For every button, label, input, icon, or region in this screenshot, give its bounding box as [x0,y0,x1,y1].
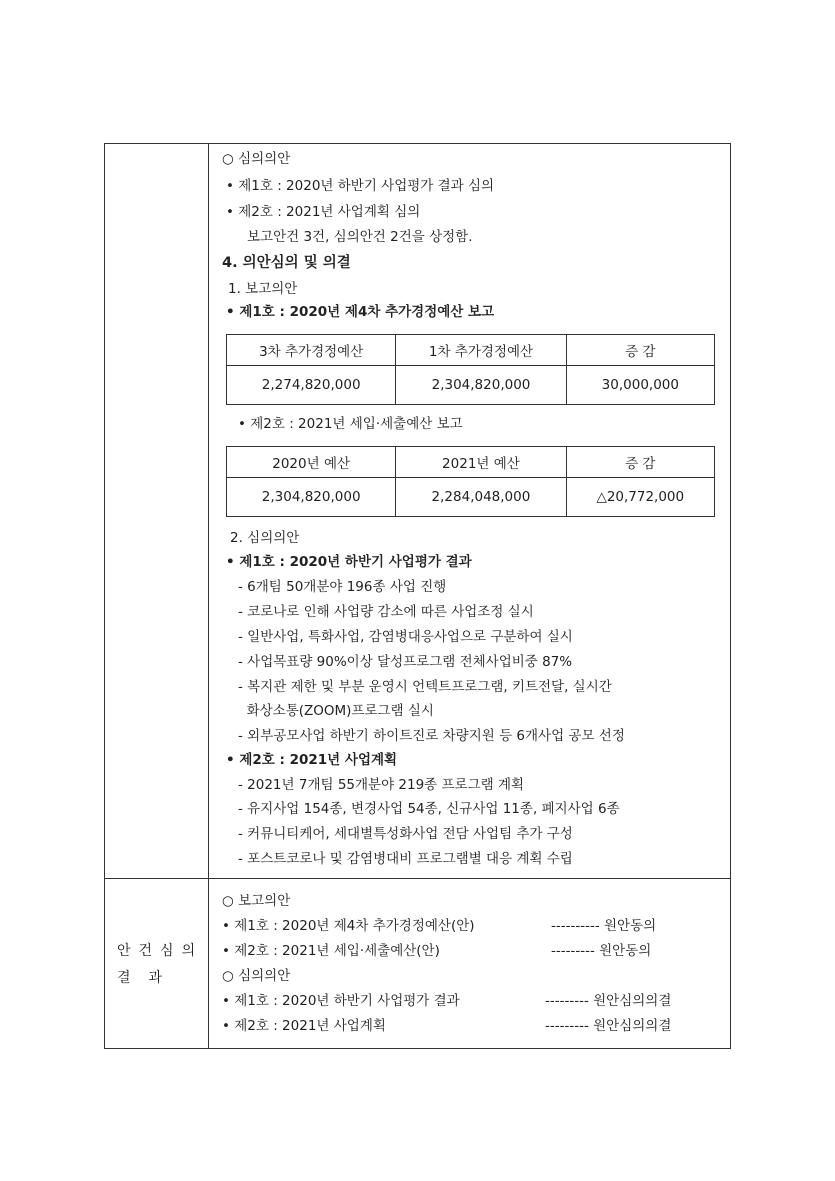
result-item: • 제1호 : 2020년 제4차 추가경정예산(안) [222,918,475,934]
result-label: 결 과 [117,970,162,986]
result-item: • 제2호 : 2021년 세입·세출예산(안) [222,943,440,959]
section-heading: 4. 의안심의 및 의결 [222,255,351,271]
list-item: - 커뮤니티케어, 세대별특성화사업 전담 사업팀 추가 구성 [238,826,573,842]
table-header: 2020년 예산 [227,447,396,478]
report1-title: • 제1호 : 2020년 제4차 추가경정예산 보고 [226,304,495,320]
table-cell: △20,772,000 [566,478,714,517]
table-header: 1차 추가경정예산 [396,335,566,366]
deliberation-header: ○ 심의의안 [222,151,291,167]
table-cell: 2,304,820,000 [396,366,566,405]
list-item: - 일반사업, 특화사업, 감염병대응사업으로 구분하여 실시 [238,629,573,645]
report2-title: • 제2호 : 2021년 세입·세출예산 보고 [238,416,463,432]
table-header: 증 감 [566,335,714,366]
delib1-title: • 제1호 : 2020년 하반기 사업평가 결과 [226,554,472,570]
table-header: 2021년 예산 [396,447,566,478]
table-cell: 2,304,820,000 [227,478,396,517]
report-header: ○ 보고의안 [222,893,291,909]
list-item: - 포스트코로나 및 감염병대비 프로그램별 대응 계획 수립 [238,851,573,867]
result-item: • 제1호 : 2020년 하반기 사업평가 결과 [222,993,460,1009]
table-cell: 2,284,048,000 [396,478,566,517]
report-heading: 1. 보고의안 [228,281,298,297]
result-value: ---------- 원안동의 [551,918,657,934]
result-value: --------- 원안동의 [551,943,652,959]
table-cell: 2,274,820,000 [227,366,396,405]
table-cell: 30,000,000 [566,366,714,405]
deliberation-item: • 제2호 : 2021년 사업계획 심의 [226,204,421,220]
budget-table-2 [226,446,715,517]
list-item: - 6개팀 50개분야 196종 사업 진행 [238,579,447,595]
list-item: - 2021년 7개팀 55개분야 219종 프로그램 계획 [238,777,525,793]
column-divider [208,144,209,1048]
budget-table-1 [226,334,715,405]
deliberation-item: • 제1호 : 2020년 하반기 사업평가 결과 심의 [226,178,495,194]
result-value: --------- 원안심의의결 [545,1018,672,1034]
result-item: • 제2호 : 2021년 사업계획 [222,1018,386,1034]
row-divider [105,878,730,879]
list-item: - 유지사업 154종, 변경사업 54종, 신규사업 11종, 폐지사업 6종 [238,801,620,817]
list-item: 화상소통(ZOOM)프로그램 실시 [238,703,434,719]
list-item: - 코로나로 인해 사업량 감소에 따른 사업조정 실시 [238,604,534,620]
deliberation-heading: 2. 심의의안 [230,530,300,546]
summary-text: 보고안건 3건, 심의안건 2건을 상정함. [247,229,473,245]
result-value: --------- 원안심의의결 [545,993,672,1009]
result-label: 안건심의 [117,943,204,959]
table-header: 증 감 [566,447,714,478]
table-header: 3차 추가경정예산 [227,335,396,366]
delib-header: ○ 심의의안 [222,968,291,984]
list-item: - 사업목표량 90%이상 달성프로그램 전체사업비중 87% [238,654,573,670]
list-item: - 복지관 제한 및 부분 운영시 언텍트프로그램, 키트전달, 실시간 [238,679,612,695]
minutes-table [104,143,731,1049]
delib2-title: • 제2호 : 2021년 사업계획 [226,752,398,768]
list-item: - 외부공모사업 하반기 하이트진로 차량지원 등 6개사업 공모 선정 [238,728,625,744]
